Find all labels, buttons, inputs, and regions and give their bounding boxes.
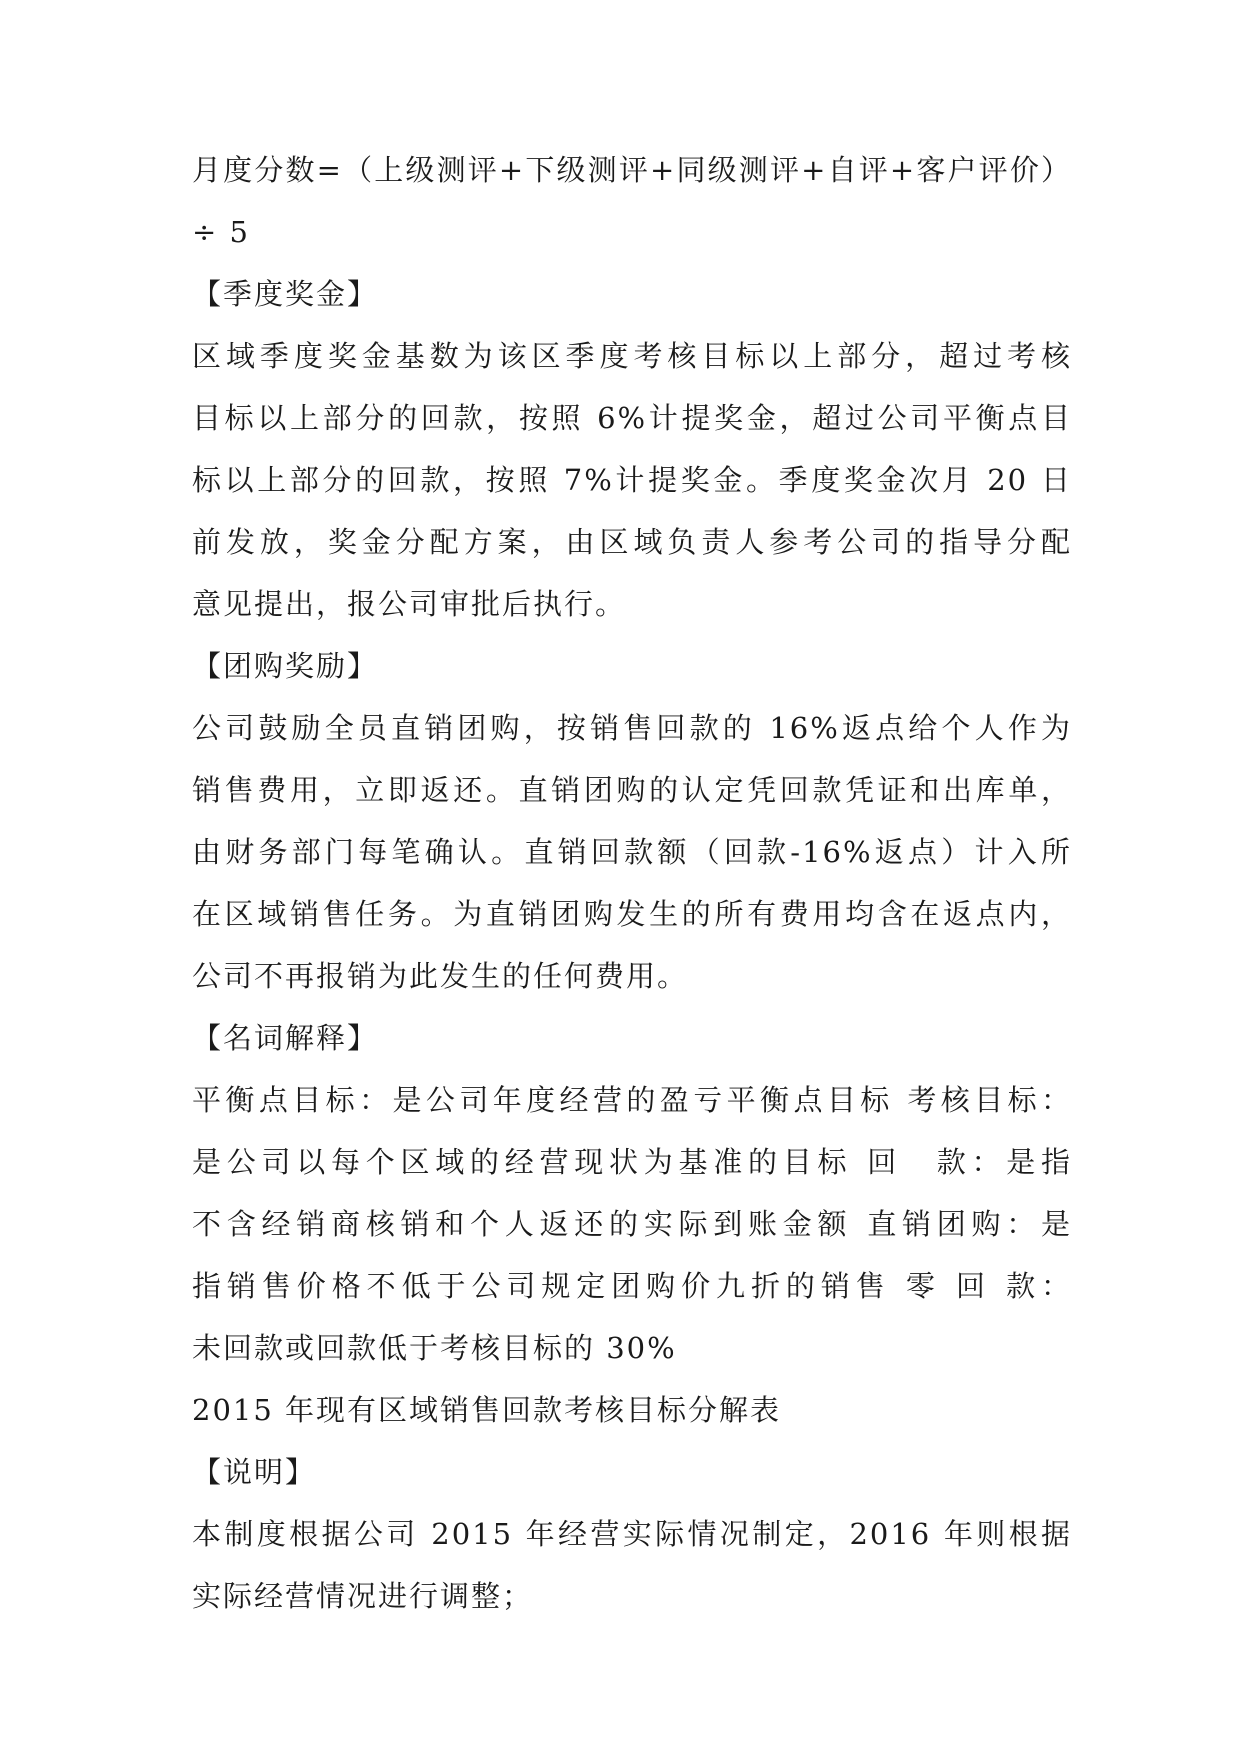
paragraph-line: 区域季度奖金基数为该区季度考核目标以上部分，超过考核 xyxy=(192,339,1072,373)
monthly-score-formula-line: 月度分数=（上级测评+下级测评+同级测评+自评+客户评价） xyxy=(192,153,1072,187)
section-heading-group-purchase: 【团购奖励】 xyxy=(192,649,379,683)
formula-divisor-line: ÷ 5 xyxy=(192,215,250,249)
section-heading-glossary: 【名词解释】 xyxy=(192,1021,379,1055)
paragraph-line: 销售费用，立即返还。直销团购的认定凭回款凭证和出库单， xyxy=(192,773,1072,807)
glossary-line: 平衡点目标：是公司年度经营的盈亏平衡点目标 考核目标： xyxy=(192,1083,1072,1117)
paragraph-line: 目标以上部分的回款，按照 6%计提奖金，超过公司平衡点目 xyxy=(192,401,1072,435)
paragraph-line: 前发放，奖金分配方案，由区域负责人参考公司的指导分配 xyxy=(192,525,1072,559)
paragraph-line: 标以上部分的回款，按照 7%计提奖金。季度奖金次月 20 日 xyxy=(192,463,1072,497)
paragraph-line: 在区域销售任务。为直销团购发生的所有费用均含在返点内， xyxy=(192,897,1072,931)
glossary-line: 指销售价格不低于公司规定团购价九折的销售 零 回 款： xyxy=(192,1269,1072,1303)
paragraph-line: 本制度根据公司 2015 年经营实际情况制定，2016 年则根据 xyxy=(192,1517,1072,1551)
paragraph-line: 由财务部门每笔确认。直销回款额（回款-16%返点）计入所 xyxy=(192,835,1072,869)
table-caption: 2015 年现有区域销售回款考核目标分解表 xyxy=(192,1393,782,1427)
paragraph-line: 公司不再报销为此发生的任何费用。 xyxy=(192,959,689,993)
paragraph-line: 意见提出，报公司审批后执行。 xyxy=(192,587,627,621)
glossary-line: 不含经销商核销和个人返还的实际到账金额 直销团购：是 xyxy=(192,1207,1072,1241)
section-heading-notes: 【说明】 xyxy=(192,1455,317,1489)
glossary-line: 未回款或回款低于考核目标的 30% xyxy=(192,1331,677,1365)
section-heading-quarterly-bonus: 【季度奖金】 xyxy=(192,277,379,311)
glossary-line: 是公司以每个区域的经营现状为基准的目标 回 款：是指 xyxy=(192,1145,1072,1179)
paragraph-line: 公司鼓励全员直销团购，按销售回款的 16%返点给个人作为 xyxy=(192,711,1072,745)
paragraph-line: 实际经营情况进行调整； xyxy=(192,1579,534,1613)
